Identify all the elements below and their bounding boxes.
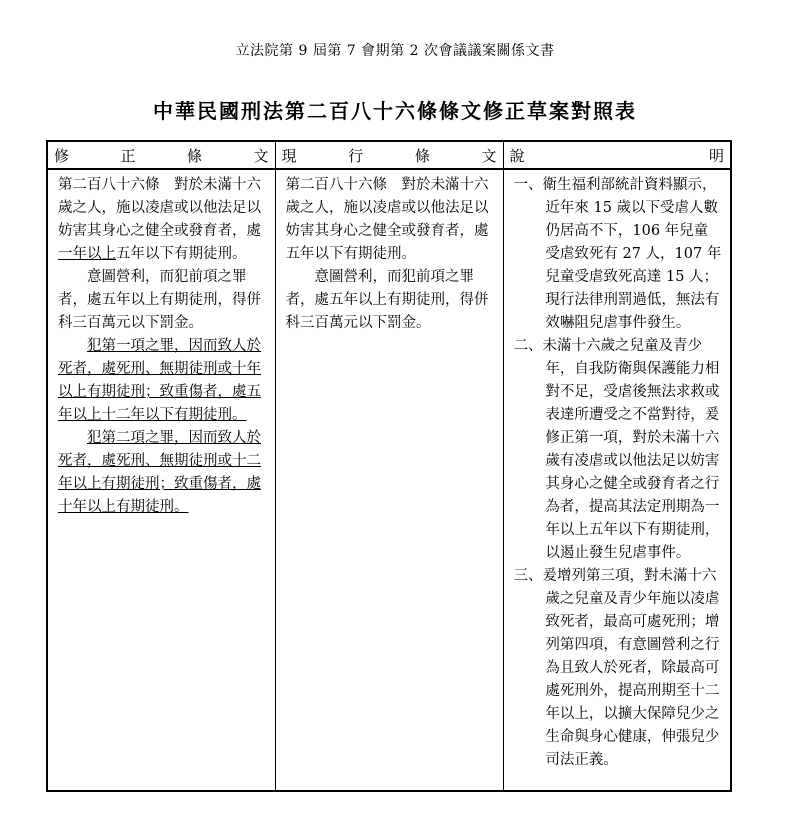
- header-char: 文: [253, 146, 269, 165]
- column-header-explanation: [503, 141, 731, 169]
- amended-paragraph-3: 犯第一項之罪，因而致人於死者，處死刑、無期徒刑或十年以上有期徒刑；致重傷者，處五年以上十二年以下有期徒刑。: [58, 338, 261, 423]
- comparison-table: [46, 140, 732, 792]
- column-header-amended: [47, 141, 275, 169]
- amended-paragraph-2: 意圖營利，而犯前項之罪者，處五年以上有期徒刑，得併科三百萬元以下罰金。: [58, 269, 261, 331]
- header-char: 明: [708, 146, 724, 165]
- amended-underlined-text: 一年以上: [58, 246, 116, 262]
- explanation-cell: [503, 169, 731, 791]
- column-header-current: [275, 141, 503, 169]
- amended-text: 五年以下有期徒刑。: [116, 246, 247, 262]
- document-header: 立法院第 9 屆第 7 會期第 2 次會議議案關係文書: [235, 43, 555, 59]
- current-paragraph-1: 第二百八十六條 對於未滿十六歲之人，施以凌虐或以他法足以妨害其身心之健全或發育者，處五年以下有期徒刑。: [285, 177, 489, 262]
- header-char: 條: [186, 146, 202, 165]
- amended-text: 第二百八十六條 對於未滿十六歲之人，施以凌虐或以他法足以妨害其身心之健全或發育者，處: [58, 177, 261, 239]
- current-text-cell: [275, 169, 503, 791]
- document-title: 中華民國刑法第二百八十六條條文修正草案對照表: [153, 99, 637, 123]
- amended-text-cell: [47, 169, 275, 791]
- header-char: 文: [481, 146, 497, 165]
- amended-paragraph-4: 犯第二項之罪，因而致人於死者，處死刑、無期徒刑或十二年以上有期徒刑；致重傷者，處十年以上有期徒刑。: [58, 430, 261, 515]
- header-char: 條: [414, 146, 430, 165]
- header-char: 行: [348, 146, 364, 165]
- header-char: 現: [281, 146, 297, 165]
- explanation-item-1: 一、衛生福利部統計資料顯示，近年來 15 歲以下受虐人數仍居高不下，106 年兒童受虐致死有 27 人，107 年兒童受虐致死高達 15 人；現行法律刑罰過低，無法有效嚇阻兒虐事件發生。: [513, 177, 722, 331]
- current-paragraph-2: 意圖營利，而犯前項之罪者，處五年以上有期徒刑，得併科三百萬元以下罰金。: [285, 269, 489, 331]
- header-char: 說: [509, 146, 525, 165]
- amended-paragraph-1: [58, 174, 267, 266]
- explanation-item-3: 三、爰增列第三項，對未滿十六歲之兒童及青少年施以凌虐致死者，最高可處死刑；增列第四項，有意圖營利之行為且致人於死者，除最高可處死刑外，提高刑期至十二年以上，以擴大保障兒少之生命與身心健康，伸張兒少司法正義。: [513, 568, 720, 768]
- header-char: 修: [54, 146, 70, 165]
- header-char: 正: [120, 146, 136, 165]
- explanation-item-2: 二、未滿十六歲之兒童及青少年，自我防衛與保護能力相對不足，受虐後無法求救或表達所遭受之不當對待，爰修正第一項，對於未滿十六歲有凌虐或以他法足以妨害其身心之健全或發育者之行為者，提高其法定刑期為一年以上五年以下有期徒刑，以遏止發生兒虐事件。: [513, 338, 720, 561]
